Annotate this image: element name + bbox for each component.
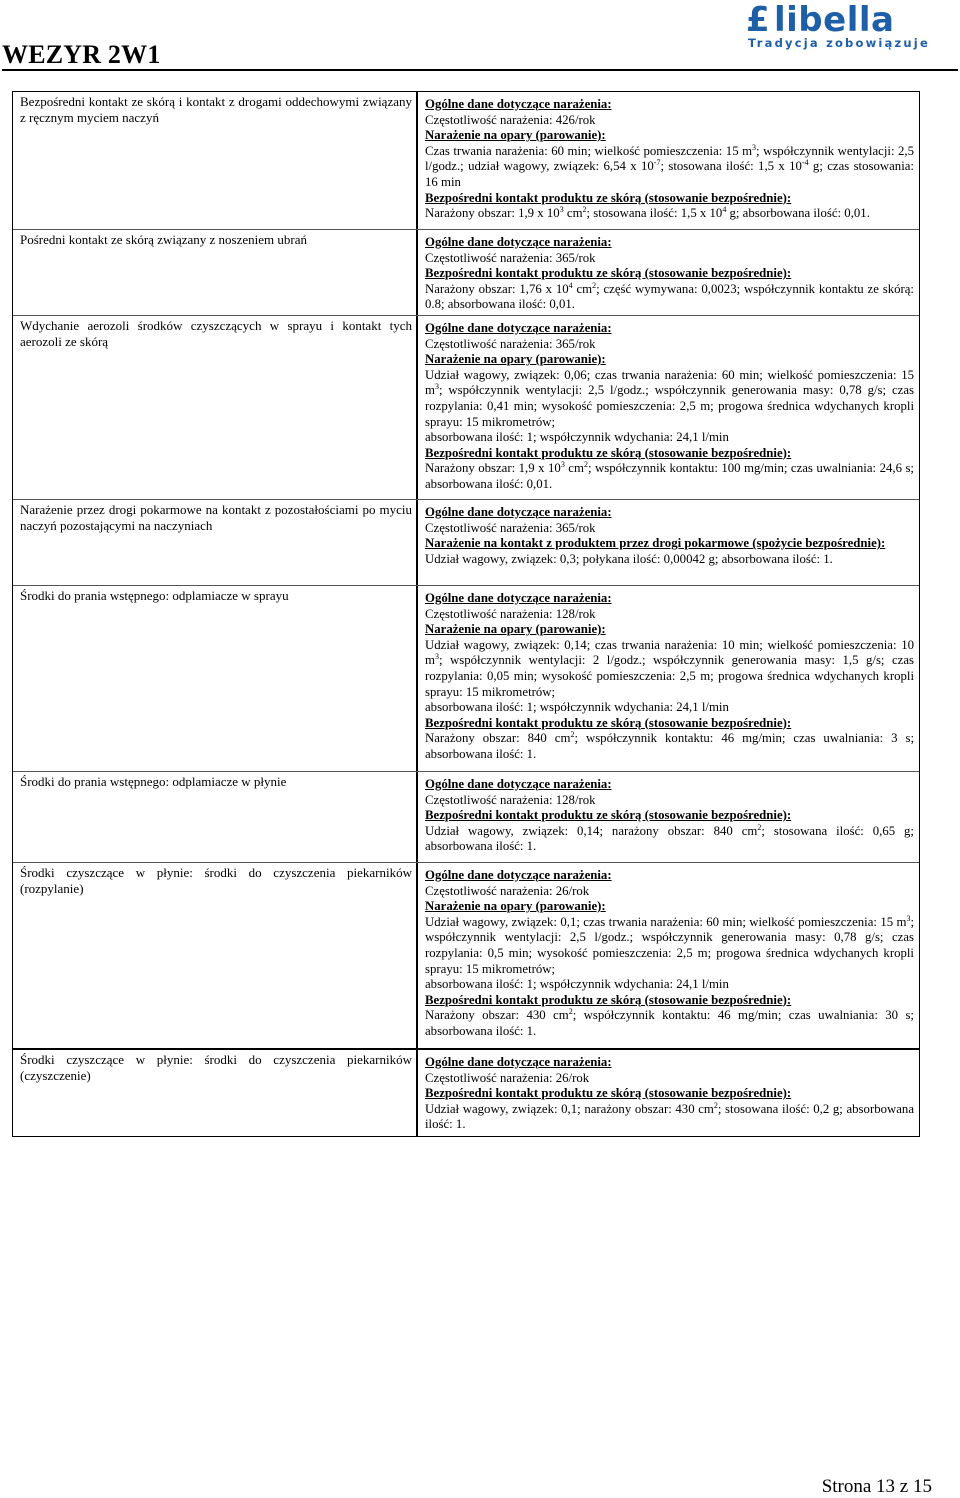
details-cell — [425, 868, 914, 1040]
frequency-text: Częstotliwość narażenia: 26/rok — [425, 1070, 590, 1085]
details-cell — [425, 591, 914, 763]
frequency-text: Częstotliwość narażenia: 26/rok — [425, 883, 590, 898]
table-row — [13, 92, 919, 229]
vapour-text: Udział wagowy, związek: 0,06; czas trwania narażenia: 60 min; wielkość pomieszczenia: 15 $m^3$; współczynnik wentylacji: 2,5 l/godz.; współczynnik generowania masy: 0,78 g/s; czas rozpylania: 0,41 min; wysokość pomieszczenia: 2,5 m; progowa średnica wdychanych kropli sprayu: 15 mikrometrów; — [425, 367, 914, 429]
logo-pound-icon: £ — [746, 0, 770, 40]
skin-contact-text: Narażony obszar: 1,9 x $10^3$ $cm^2$; współczynnik kontaktu: 100 mg/min; czas uwalniania: 24,6 s; absorbowana ilość: 0,01. — [425, 460, 914, 491]
general-data-heading: Ogólne dane dotyczące narażenia: — [425, 591, 612, 605]
skin-contact-text: Udział wagowy, związek: 0,1; narażony obszar: 430 $cm^2$; stosowana ilość: 0,2 g; absorbowana ilość: 1. — [425, 1100, 914, 1132]
frequency-text: Częstotliwość narażenia: 365/rok — [425, 250, 596, 265]
frequency-text: Częstotliwość narażenia: 365/rok — [425, 520, 596, 535]
scenario-cell: Wdychanie aerozoli środków czyszczących w sprayu i kontakt tych aerozoli ze skórą — [20, 318, 412, 349]
general-data-heading: Ogólne dane dotyczące narażenia: — [425, 1055, 612, 1069]
vapour-text-absorption: absorbowana ilość: 1; współczynnik wdychania: 24,1 l/min — [425, 430, 729, 445]
table-row — [13, 585, 919, 772]
frequency-text: Częstotliwość narażenia: 365/rok — [425, 336, 596, 351]
skin-contact-heading: Bezpośredni kontakt produktu ze skórą (stosowanie bezpośrednie): — [425, 715, 792, 730]
table-row — [13, 229, 919, 316]
vapour-heading: Narażenie na opary (parowanie): — [425, 128, 606, 143]
general-data-heading: Ogólne dane dotyczące narażenia: — [425, 777, 612, 791]
vapour-text: Udział wagowy, związek: 0,14; czas trwania narażenia: 10 min; wielkość pomieszczenia: 10 $m^3$; współczynnik wentylacji: 2 l/godz.; współczynnik generowania masy: 1,5 g/s; czas rozpylania: 0,05 min; wysokość pomieszczenia: 2,5 m; progowa średnica wdychanych kropli sprayu: 15 mikrometrów; — [425, 637, 914, 699]
scenario-cell: Środki do prania wstępnego: odplamiacze w sprayu — [20, 588, 289, 603]
general-data-heading: Ogólne dane dotyczące narażenia: — [425, 505, 612, 519]
scenario-cell: Pośredni kontakt ze skórą związany z noszeniem ubrań — [20, 232, 307, 247]
oral-exposure-text: Udział wagowy, związek: 0,3; połykana ilość: 0,00042 g; absorbowana ilość: 1. — [425, 551, 833, 566]
general-data-heading: Ogólne dane dotyczące narażenia: — [425, 321, 612, 335]
general-data-heading: Ogólne dane dotyczące narażenia: — [425, 235, 612, 249]
vapour-heading: Narażenie na opary (parowanie): — [425, 622, 606, 637]
details-cell — [425, 235, 914, 313]
general-data-heading: Ogólne dane dotyczące narażenia: — [425, 868, 612, 882]
table-row — [13, 1048, 919, 1138]
exposure-table — [12, 91, 920, 1137]
vapour-heading: Narażenie na opary (parowanie): — [425, 352, 606, 367]
skin-contact-text: Narażony obszar: 430 $cm^2$; współczynnik kontaktu: 46 mg/min; czas uwalniania: 30 s; absorbowana ilość: 1. — [425, 1007, 914, 1038]
skin-contact-text: Narażony obszar: 1,76 x $10^4$ $cm^2$; część wymywana: 0,0023; współczynnik kontaktu ze skórą: 0.8; absorbowana ilość: 0,01. — [425, 280, 914, 312]
skin-contact-heading: Bezpośredni kontakt produktu ze skórą (stosowanie bezpośrednie): — [425, 445, 792, 460]
vapour-text-absorption: absorbowana ilość: 1; współczynnik wdychania: 24,1 l/min — [425, 700, 729, 715]
header-divider — [2, 69, 958, 71]
logo-wordmark: libella — [774, 0, 895, 40]
scenario-cell: Środki do prania wstępnego: odplamiacze w płynie — [20, 774, 287, 789]
vapour-heading: Narażenie na opary (parowanie): — [425, 899, 606, 914]
skin-contact-heading: Bezpośredni kontakt produktu ze skórą (stosowanie bezpośrednie): — [425, 266, 792, 281]
vapour-text: Czas trwania narażenia: 60 min; wielkość pomieszczenia: 15 $m^3$; współczynnik wentylacji: 2,5 l/godz.; udział wagowy, związek: 6,54 x $10^{-7}$; stosowana ilość: 1,5 x $10^{-4}$ g; czas stosowania: 16 min — [425, 142, 914, 189]
skin-contact-heading: Bezpośredni kontakt produktu ze skórą (stosowanie bezpośrednie): — [425, 1086, 792, 1101]
skin-contact-heading: Bezpośredni kontakt produktu ze skórą (stosowanie bezpośrednie): — [425, 190, 792, 205]
company-logo — [744, 2, 934, 50]
scenario-cell: Narażenie przez drogi pokarmowe na kontakt z pozostałościami po myciu naczyń pozostającymi na naczyniach — [20, 502, 412, 533]
details-cell — [425, 777, 914, 855]
vapour-text-absorption: absorbowana ilość: 1; współczynnik wdychania: 24,1 l/min — [425, 977, 729, 992]
details-cell — [425, 1055, 914, 1133]
table-row — [13, 771, 919, 863]
frequency-text: Częstotliwość narażenia: 128/rok — [425, 792, 596, 807]
document-title: WEZYR 2W1 — [2, 40, 161, 69]
frequency-text: Częstotliwość narażenia: 426/rok — [425, 112, 596, 127]
skin-contact-text: Narażony obszar: 840 $cm^2$; współczynnik kontaktu: 46 mg/min; czas uwalniania: 3 s; absorbowana ilość: 1. — [425, 730, 914, 761]
frequency-text: Częstotliwość narażenia: 128/rok — [425, 606, 596, 621]
skin-contact-heading: Bezpośredni kontakt produktu ze skórą (stosowanie bezpośrednie): — [425, 808, 792, 823]
details-cell — [425, 97, 914, 222]
skin-contact-text: Narażony obszar: 1,9 x $10^3$ $cm^2$; stosowana ilość: 1,5 x $10^4$ g; absorbowana ilość: 0,01. — [425, 205, 870, 221]
table-row — [13, 499, 919, 586]
scenario-cell: Środki czyszczące w płynie: środki do czyszczenia piekarników (rozpylanie) — [20, 865, 412, 896]
details-cell — [425, 321, 914, 493]
skin-contact-heading: Bezpośredni kontakt produktu ze skórą (stosowanie bezpośrednie): — [425, 992, 792, 1007]
skin-contact-text: Udział wagowy, związek: 0,14; narażony obszar: 840 $cm^2$; stosowana ilość: 0,65 g; absorbowana ilość: 1. — [425, 822, 914, 854]
scenario-cell: Środki czyszczące w płynie: środki do czyszczenia piekarników (czyszczenie) — [20, 1052, 412, 1083]
table-row — [13, 315, 919, 500]
vapour-text: Udział wagowy, związek: 0,1; czas trwania narażenia: 60 min; wielkość pomieszczenia: 15 $m^3$; współczynnik wentylacji: 2,5 l/godz.; współczynnik generowania masy: 0,78 g/s; czas rozpylania: 0,5 min; wysokość pomieszczenia: 2,5 m; progowa średnica wdychanych kropli sprayu: 15 mikrometrów; — [425, 913, 914, 976]
table-row — [13, 862, 919, 1049]
scenario-cell: Bezpośredni kontakt ze skórą i kontakt z drogami oddechowymi związany z ręcznym myciem naczyń — [20, 94, 412, 125]
page-number: Strona 13 z 15 — [821, 1476, 932, 1497]
general-data-heading: Ogólne dane dotyczące narażenia: — [425, 97, 612, 111]
details-cell — [425, 505, 914, 567]
logo-tagline: Tradycja zobowiązuje — [748, 36, 930, 50]
oral-exposure-heading: Narażenie na kontakt z produktem przez drogi pokarmowe (spożycie bezpośrednie): — [425, 536, 886, 551]
